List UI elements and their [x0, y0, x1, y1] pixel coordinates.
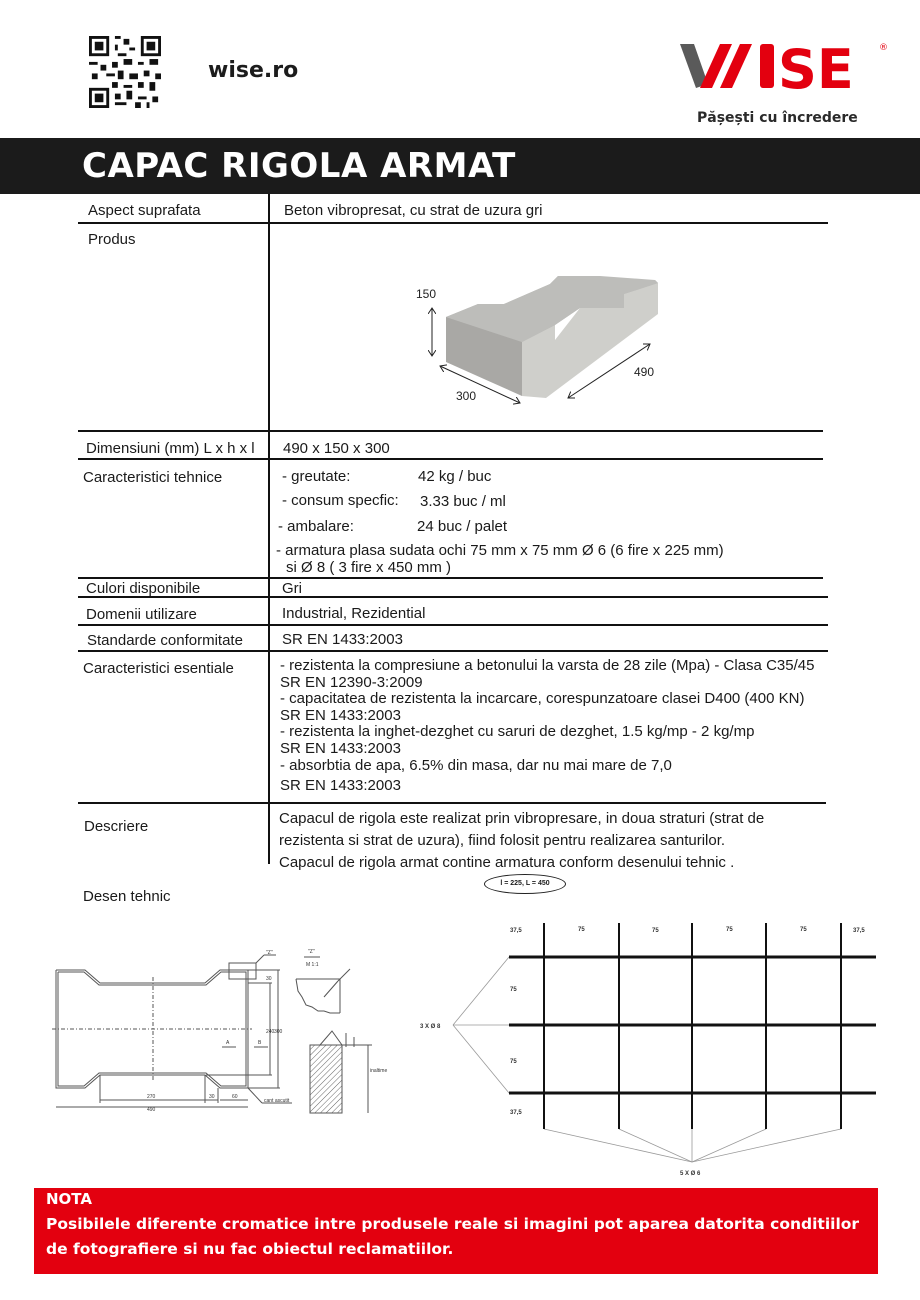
svg-text:3 X Ø 8: 3 X Ø 8	[420, 1024, 441, 1030]
svg-text:30: 30	[209, 1094, 215, 1100]
svg-text:30: 30	[266, 976, 272, 982]
esential-line: SR EN 12390-3:2009	[280, 673, 423, 691]
row-divider	[78, 222, 828, 224]
ambalare-value: 24 buc / palet	[417, 518, 508, 535]
svg-text:"Z": "Z"	[308, 949, 315, 955]
greutate-value: 42 kg / buc	[418, 468, 492, 485]
row-divider	[78, 650, 828, 652]
technical-drawing-plan	[30, 935, 300, 1115]
standarde-label: Standarde conformitate	[87, 632, 243, 649]
esential-line: SR EN 1433:2003	[280, 739, 401, 757]
esential-line: - capacitatea de rezistenta la incarcare, corespunzatoare clasei D400 (400 KN)	[280, 690, 805, 707]
svg-text:37,5: 37,5	[510, 928, 522, 934]
svg-text:75: 75	[800, 927, 807, 933]
aspect-value: Beton vibropresat, cu strat de uzura gri	[284, 202, 543, 219]
svg-text:B: B	[258, 1040, 262, 1046]
esential-line: SR EN 1433:2003	[280, 776, 401, 794]
domenii-label: Domenii utilizare	[86, 606, 197, 623]
caracteristici-esentiale-label: Caracteristici esentiale	[83, 660, 234, 677]
caracteristici-esentiale-list	[280, 658, 814, 794]
svg-text:37,5: 37,5	[853, 928, 865, 934]
svg-text:75: 75	[578, 927, 585, 933]
culori-value: Gri	[282, 580, 302, 597]
consum-label: - consum specfic:	[282, 492, 399, 509]
row-divider	[78, 430, 823, 432]
culori-label: Culori disponibile	[86, 580, 201, 597]
caracteristici-tehnice-label: Caracteristici tehnice	[83, 469, 223, 486]
svg-text:A: A	[226, 1040, 230, 1046]
consum-value: 3.33 buc / ml	[420, 493, 506, 510]
esential-line: - rezistenta la compresiune a betonului la varsta de 28 zile (Mpa) - Clasa C35/45	[280, 657, 815, 674]
svg-text:150: 150	[416, 287, 437, 301]
ambalare-label: - ambalare:	[278, 518, 354, 535]
dimensiuni-value: 490 x 150 x 300	[283, 440, 390, 457]
svg-text:60: 60	[232, 1094, 238, 1100]
esential-line: SR EN 1433:2003	[280, 706, 401, 724]
descriere-text	[279, 808, 764, 874]
reinforcement-mesh-drawing	[410, 900, 890, 1185]
svg-text:75: 75	[652, 928, 659, 934]
svg-text:®: ®	[879, 43, 888, 53]
svg-text:75: 75	[510, 1059, 517, 1065]
product-image	[410, 270, 670, 410]
row-divider	[78, 458, 823, 460]
svg-text:cant ascutit: cant ascutit	[264, 1098, 290, 1104]
svg-text:37,5: 37,5	[510, 1110, 522, 1116]
armatura-line2: si Ø 8 ( 3 fire x 450 mm )	[286, 559, 452, 576]
aspect-label: Aspect suprafata	[88, 202, 201, 219]
dimensiuni-label: Dimensiuni (mm) L x h x l	[86, 440, 255, 457]
row-divider	[78, 577, 823, 579]
domenii-value: Industrial, Rezidential	[282, 605, 426, 622]
svg-text:5 X Ø 6: 5 X Ø 6	[680, 1171, 701, 1177]
page-title: CAPAC RIGOLA ARMAT	[82, 146, 516, 186]
esential-line: - rezistenta la inghet-dezghet cu saruri de dezghet, 1.5 kg/mp - 2 kg/mp	[280, 723, 755, 740]
qr-code-icon	[88, 36, 162, 108]
svg-text:270: 270	[147, 1094, 156, 1100]
svg-text:inaltime: inaltime	[370, 1068, 388, 1074]
svg-text:490: 490	[147, 1107, 156, 1113]
armatura-line1: - armatura plasa sudata ochi 75 mm x 75 mm Ø 6 (6 fire x 225 mm)	[276, 542, 724, 559]
descriere-line: Capacul de rigola armat contine armatura conform desenului tehnic .	[279, 854, 735, 871]
svg-text:M 1:1: M 1:1	[306, 962, 319, 968]
desen-tehnic-label: Desen tehnic	[83, 888, 171, 905]
brand-tagline: Pășești cu încredere	[697, 110, 858, 126]
svg-text:300: 300	[456, 389, 477, 403]
disclaimer-title: NOTA	[46, 1190, 92, 1208]
technical-drawing-detail	[290, 945, 400, 1115]
table-column-divider	[268, 194, 270, 864]
row-divider	[78, 802, 826, 804]
svg-text:SE: SE	[778, 38, 854, 96]
svg-text:"Z": "Z"	[266, 950, 273, 956]
mesh-length-note: l = 225, L = 450	[484, 874, 566, 894]
svg-text:75: 75	[726, 927, 733, 933]
descriere-line: rezistenta si strat de uzura), fiind folosit pentru realizarea santurilor.	[279, 832, 726, 849]
svg-text:240: 240	[266, 1029, 275, 1035]
standarde-value: SR EN 1433:2003	[282, 631, 403, 648]
svg-text:75: 75	[510, 987, 517, 993]
svg-text:490: 490	[634, 365, 655, 379]
website-url[interactable]: wise.ro	[208, 58, 299, 83]
wise-logo	[676, 36, 891, 96]
row-divider	[78, 624, 828, 626]
esential-line: - absorbtia de apa, 6.5% din masa, dar nu mai mare de 7,0	[280, 757, 672, 774]
descriere-line: Capacul de rigola este realizat prin vibropresare, in doua straturi (strat de	[279, 810, 765, 827]
produs-label: Produs	[88, 231, 136, 248]
greutate-label: - greutate:	[282, 468, 351, 485]
svg-text:300: 300	[274, 1029, 283, 1035]
descriere-label: Descriere	[84, 818, 149, 835]
disclaimer-text: Posibilele diferente cromatice intre produsele reale si imagini pot aparea datorita conditiilor de fotografiere si nu fac obiectul reclamatiilor.	[46, 1215, 860, 1258]
